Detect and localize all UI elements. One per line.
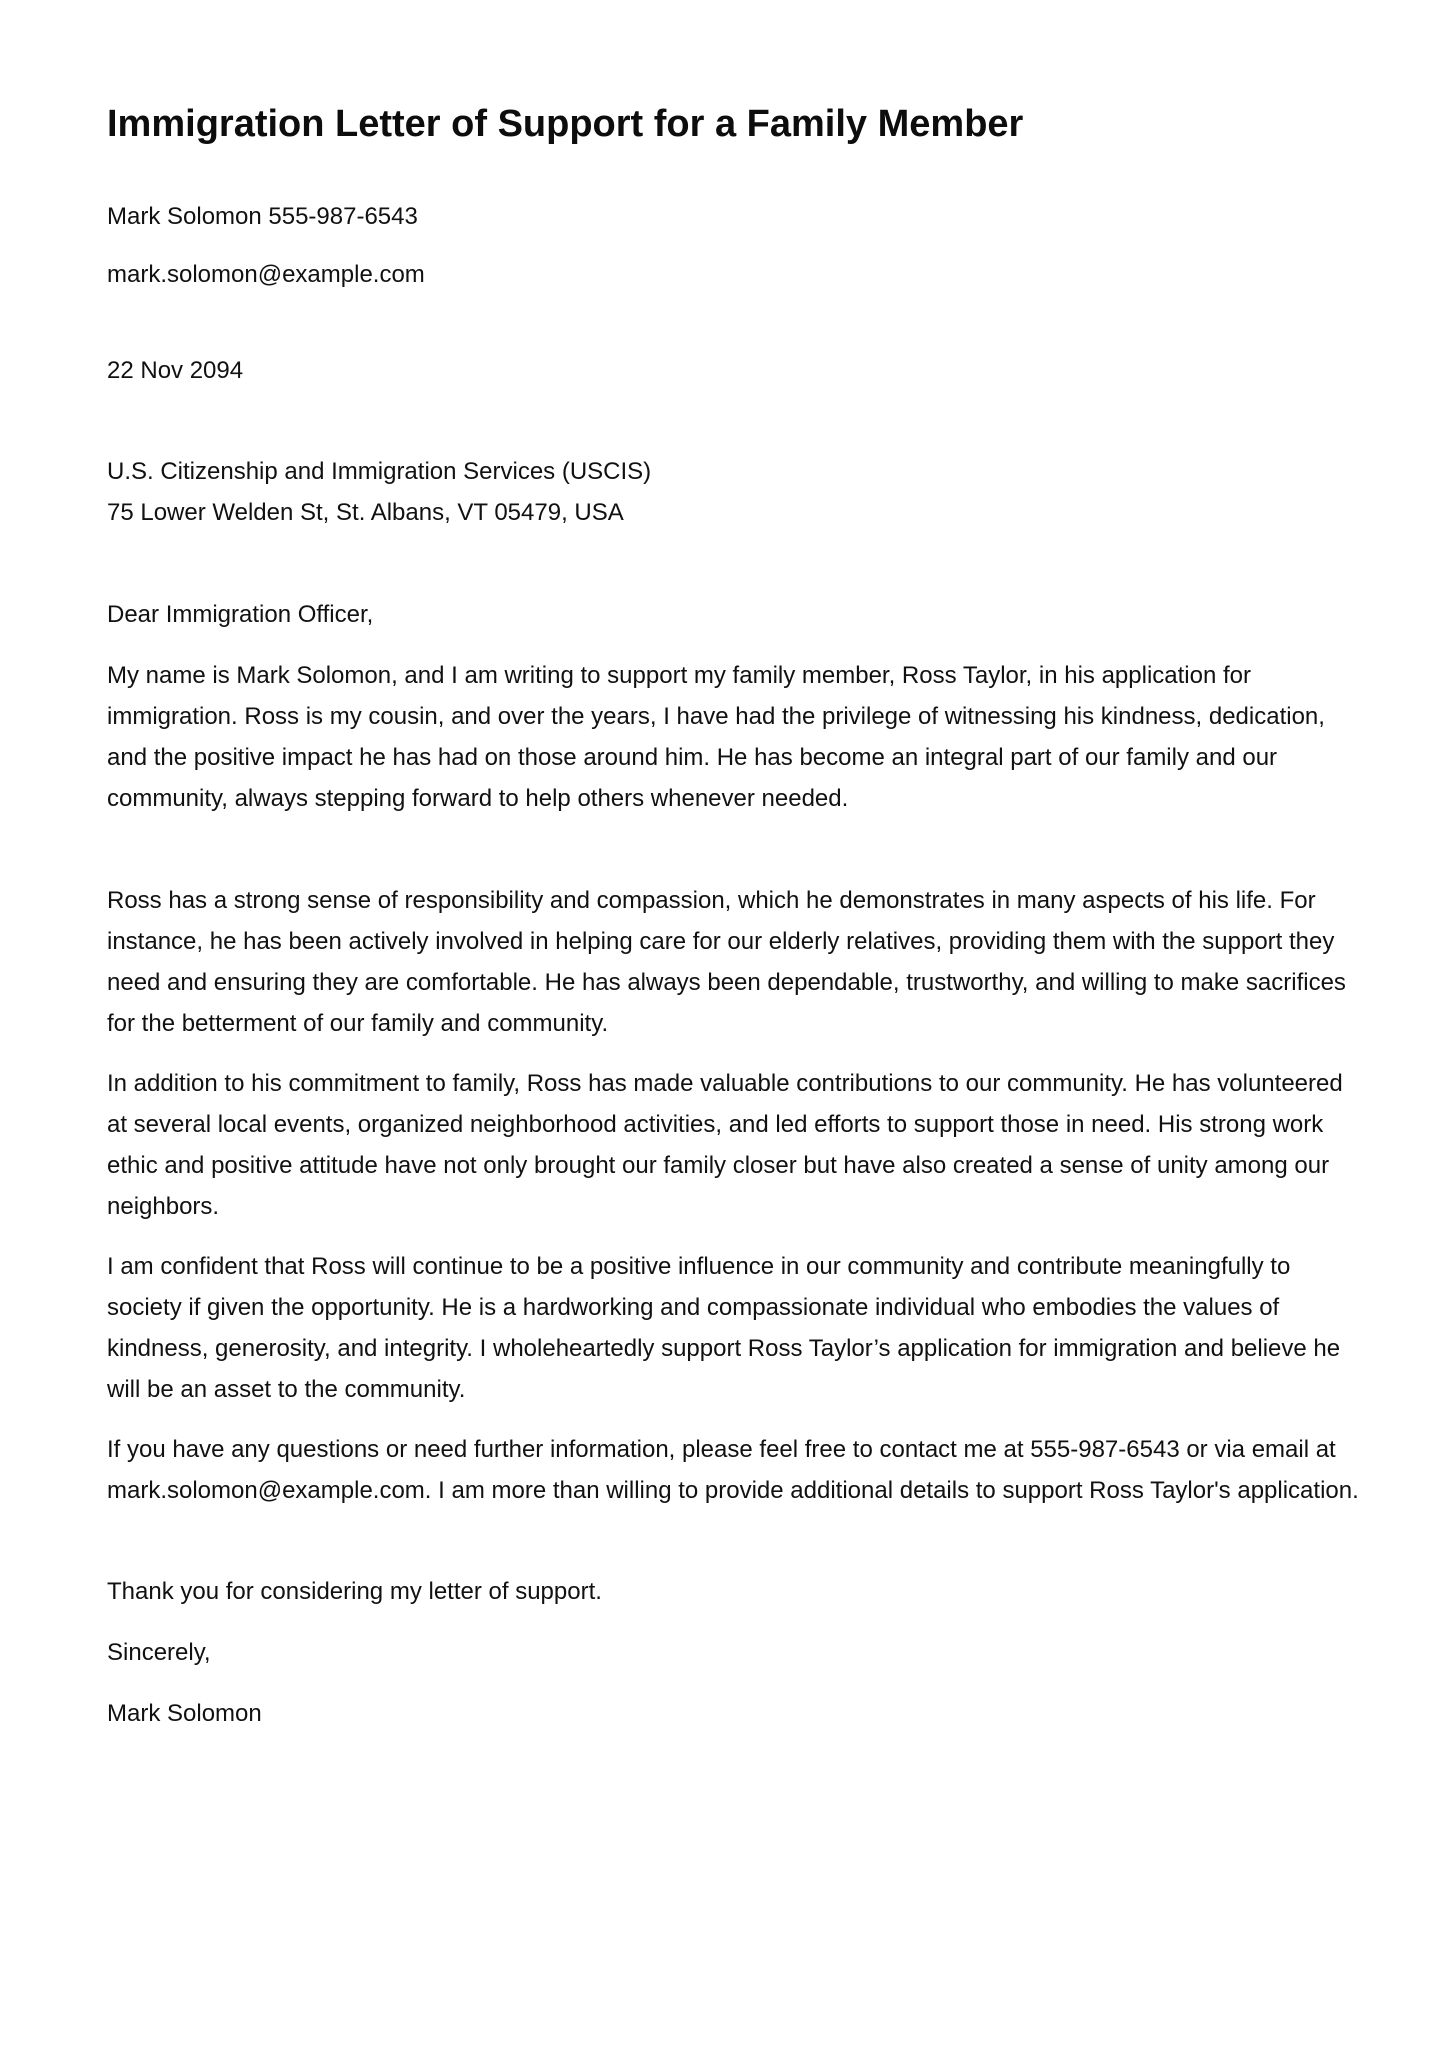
sender-email: mark.solomon@example.com	[107, 261, 425, 288]
signature-name: Mark Solomon	[107, 1700, 262, 1727]
body-paragraph: Ross has a strong sense of responsibility and compassion, which he demonstrates in many aspects of his life. For instance, he has been actively involved in helping care for our elderly relatives, providing them with the support they need and ensuring they are comfortable. He has always been dependable, trustworthy, and willing to make sacrifices for the betterment of our family and community.	[107, 887, 1346, 1037]
body-paragraph: I am confident that Ross will continue to be a positive influence in our community and contribute meaningfully to society if given the opportunity. He is a hardworking and compassionate individual who embodies the values of kindness, generosity, and integrity. I wholeheartedly support Ross Taylor’s application for immigration and believe he will be an asset to the community.	[107, 1253, 1341, 1403]
body-paragraph: If you have any questions or need further information, please feel free to contact me at 555-987-6543 or via email at mark.solomon@example.com. I am more than willing to provide additional details to support Ross Taylor's application.	[107, 1436, 1359, 1504]
letter-date: 22 Nov 2094	[107, 357, 244, 384]
recipient-address: 75 Lower Welden St, St. Albans, VT 05479, USA	[107, 499, 624, 526]
recipient-organization: U.S. Citizenship and Immigration Services (USCIS)	[107, 458, 652, 485]
body-paragraph: Thank you for considering my letter of support.	[107, 1578, 602, 1605]
letter-title: Immigration Letter of Support for a Family Member	[107, 103, 1024, 145]
body-paragraph: My name is Mark Solomon, and I am writing to support my family member, Ross Taylor, in his application for immigration. Ross is my cousin, and over the years, I have had the privilege of witnessing his kindness, dedication, and the positive impact he has had on those around him. He has become an integral part of our family and our community, always stepping forward to help others whenever needed.	[107, 662, 1325, 812]
sender-name-phone: Mark Solomon 555-987-6543	[107, 203, 418, 230]
closing: Sincerely,	[107, 1639, 211, 1666]
salutation: Dear Immigration Officer,	[107, 601, 374, 628]
body-paragraph: In addition to his commitment to family, Ross has made valuable contributions to our community. He has volunteered at several local events, organized neighborhood activities, and led efforts to support those in need. His strong work ethic and positive attitude have not only brought our family closer but have also created a sense of unity among our neighbors.	[107, 1070, 1343, 1220]
